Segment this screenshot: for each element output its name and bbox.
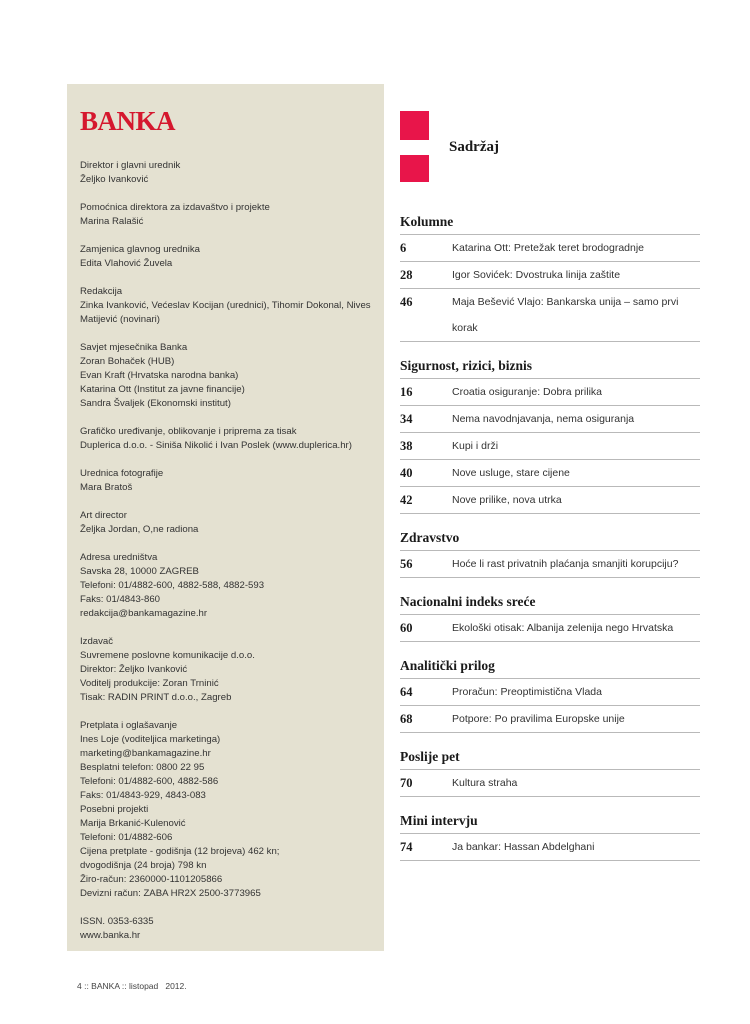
toc-entry-title: Potpore: Po pravilima Europske unije — [452, 713, 625, 725]
masthead-line: Faks: 01/4843-860 — [80, 594, 161, 605]
masthead-line: marketing@bankamagazine.hr — [80, 748, 211, 759]
toc-page-number: 42 — [400, 493, 413, 507]
toc-section-heading: Kolumne — [400, 214, 700, 235]
toc-page-number: 46 — [400, 295, 413, 309]
toc-entry[interactable] — [400, 834, 700, 861]
masthead-line: Telefoni: 01/4882-600, 4882-586 — [80, 776, 219, 787]
masthead-role: Direktor i glavni urednik — [80, 160, 181, 171]
masthead-block — [80, 341, 384, 411]
masthead-line: Mara Bratoš — [80, 482, 133, 493]
page-footer: 4 :: BANKA :: listopad 2012. — [77, 981, 187, 991]
masthead-role: Redakcija — [80, 286, 123, 297]
toc-page-number: 28 — [400, 268, 413, 282]
masthead-line: www.banka.hr — [80, 930, 141, 941]
masthead-role: Grafičko uređivanje, oblikovanje i priprema za tisak — [80, 426, 297, 437]
masthead-role: Urednica fotografije — [80, 468, 164, 479]
masthead-role: Izdavač — [80, 636, 114, 647]
toc-section — [400, 358, 700, 514]
masthead-line: Zinka Ivanković, Većeslav Kocijan (urednici), Tihomir Dokonal, Nives — [80, 300, 371, 311]
masthead-panel — [67, 84, 384, 951]
masthead-block — [80, 285, 384, 327]
masthead-line: Žiro-račun: 2360000-1101205866 — [80, 874, 223, 885]
toc-entry-title: Ja bankar: Hassan Abdelghani — [452, 841, 595, 853]
toc-entry[interactable] — [400, 235, 700, 262]
toc-entry[interactable] — [400, 615, 700, 642]
toc-entry[interactable] — [400, 679, 700, 706]
masthead-role: ISSN. 0353-6335 — [80, 916, 154, 927]
decorative-square-top — [400, 111, 429, 140]
masthead-line: Matijević (novinari) — [80, 314, 160, 325]
toc-page-number: 56 — [400, 557, 413, 571]
toc-section-heading: Nacionalni indeks sreće — [400, 594, 700, 615]
toc-section-heading: Poslije pet — [400, 749, 700, 770]
toc-entry[interactable] — [400, 289, 700, 342]
masthead-line: Voditelj produkcije: Zoran Trninić — [80, 678, 219, 689]
toc-page-number: 68 — [400, 712, 413, 726]
toc-entry[interactable] — [400, 487, 700, 514]
toc-entry-title: Maja Bešević Vlajo: Bankarska unija – samo prvi korak — [452, 296, 679, 334]
toc-page-number: 6 — [400, 241, 407, 255]
toc-section — [400, 594, 700, 642]
toc-section — [400, 813, 700, 861]
toc-entry-title: Nove prilike, nova utrka — [452, 494, 562, 506]
toc-entry-title: Kupi i drži — [452, 440, 499, 452]
masthead-line: Katarina Ott (Institut za javne financije) — [80, 384, 245, 395]
toc-page-number: 40 — [400, 466, 413, 480]
masthead-line: Marija Brkanić-Kulenović — [80, 818, 186, 829]
toc-section-heading: Zdravstvo — [400, 530, 700, 551]
toc-entry-title: Nema navodnjavanja, nema osiguranja — [452, 413, 635, 425]
masthead-line: Evan Kraft (Hrvatska narodna banka) — [80, 370, 239, 381]
toc-section — [400, 749, 700, 797]
toc-entry[interactable] — [400, 460, 700, 487]
masthead-block — [80, 719, 384, 901]
masthead-line: redakcija@bankamagazine.hr — [80, 608, 208, 619]
masthead-line: Zoran Bohaček (HUB) — [80, 356, 175, 367]
masthead-role: Pretplata i oglašavanje — [80, 720, 178, 731]
toc-entry-title: Hoće li rast privatnih plaćanja smanjiti korupciju? — [452, 558, 679, 570]
masthead-line: Marina Ralašić — [80, 216, 144, 227]
masthead-line: Telefoni: 01/4882-606 — [80, 832, 173, 843]
toc-page-number: 16 — [400, 385, 413, 399]
table-of-contents — [400, 214, 700, 877]
toc-entry-title: Katarina Ott: Pretežak teret brodogradnje — [452, 242, 645, 254]
masthead-line: Ines Loje (voditeljica marketinga) — [80, 734, 221, 745]
toc-entry[interactable] — [400, 433, 700, 460]
toc-section-heading: Mini intervju — [400, 813, 700, 834]
toc-entry[interactable] — [400, 706, 700, 733]
masthead-line: Posebni projekti — [80, 804, 149, 815]
masthead-block — [80, 635, 384, 705]
masthead-line: Željko Ivanković — [80, 174, 149, 185]
toc-page-number: 60 — [400, 621, 413, 635]
masthead-role: Zamjenica glavnog urednika — [80, 244, 200, 255]
masthead-line: dvogodišnja (24 broja) 798 kn — [80, 860, 207, 871]
toc-page-number: 38 — [400, 439, 413, 453]
toc-entry-title: Proračun: Preoptimistična Vlada — [452, 686, 602, 698]
toc-entry[interactable] — [400, 379, 700, 406]
masthead-line: Devizni račun: ZABA HR2X 2500-3773965 — [80, 888, 261, 899]
masthead-line: Telefoni: 01/4882-600, 4882-588, 4882-593 — [80, 580, 265, 591]
toc-entry-title: Igor Sovićek: Dvostruka linija zaštite — [452, 269, 621, 281]
masthead-line: Faks: 01/4843-929, 4843-083 — [80, 790, 206, 801]
toc-title: Sadržaj — [449, 139, 499, 155]
toc-entry[interactable] — [400, 551, 700, 578]
masthead-line: Direktor: Željko Ivanković — [80, 664, 188, 675]
masthead-role: Art director — [80, 510, 127, 521]
masthead-role: Adresa uredništva — [80, 552, 158, 563]
masthead-line: Edita Vlahović Žuvela — [80, 258, 173, 269]
toc-page-number: 70 — [400, 776, 413, 790]
decorative-square-bottom — [400, 155, 429, 182]
masthead-line: Tisak: RADIN PRINT d.o.o., Zagreb — [80, 692, 232, 703]
masthead-line: Duplerica d.o.o. - Siniša Nikolić i Ivan Poslek (www.duplerica.hr) — [80, 440, 352, 451]
masthead-credits — [80, 159, 384, 943]
masthead-role: Savjet mjesečnika Banka — [80, 342, 188, 353]
masthead-block — [80, 159, 384, 187]
toc-section — [400, 214, 700, 342]
toc-entry-title: Nove usluge, stare cijene — [452, 467, 570, 479]
masthead-role: Pomoćnica direktora za izdavaštvo i projekte — [80, 202, 270, 213]
toc-page-number: 64 — [400, 685, 413, 699]
toc-section-heading: Sigurnost, rizici, biznis — [400, 358, 700, 379]
masthead-block — [80, 467, 384, 495]
toc-section-heading: Analitički prilog — [400, 658, 700, 679]
masthead-block — [80, 201, 384, 229]
masthead-line: Željka Jordan, O,ne radiona — [80, 524, 199, 535]
masthead-line: Besplatni telefon: 0800 22 95 — [80, 762, 205, 773]
masthead-block — [80, 509, 384, 537]
toc-entry-title: Croatia osiguranje: Dobra prilika — [452, 386, 602, 398]
toc-entry[interactable] — [400, 406, 700, 433]
masthead-line: Cijena pretplate - godišnja (12 brojeva) 462 kn; — [80, 846, 280, 857]
masthead-block — [80, 915, 384, 943]
toc-entry[interactable] — [400, 770, 700, 797]
masthead-block — [80, 551, 384, 621]
masthead-line: Suvremene poslovne komunikacije d.o.o. — [80, 650, 255, 661]
toc-section — [400, 658, 700, 733]
toc-page-number: 74 — [400, 840, 413, 854]
banka-logo: BANKA — [80, 106, 176, 136]
masthead-line: Savska 28, 10000 ZAGREB — [80, 566, 199, 577]
toc-entry[interactable] — [400, 262, 700, 289]
toc-section — [400, 530, 700, 578]
toc-entry-title: Kultura straha — [452, 777, 518, 789]
masthead-block — [80, 243, 384, 271]
masthead-line: Sandra Švaljek (Ekonomski institut) — [80, 398, 231, 409]
masthead-block — [80, 425, 384, 453]
toc-page-number: 34 — [400, 412, 413, 426]
toc-entry-title: Ekološki otisak: Albanija zelenija nego Hrvatska — [452, 622, 674, 634]
